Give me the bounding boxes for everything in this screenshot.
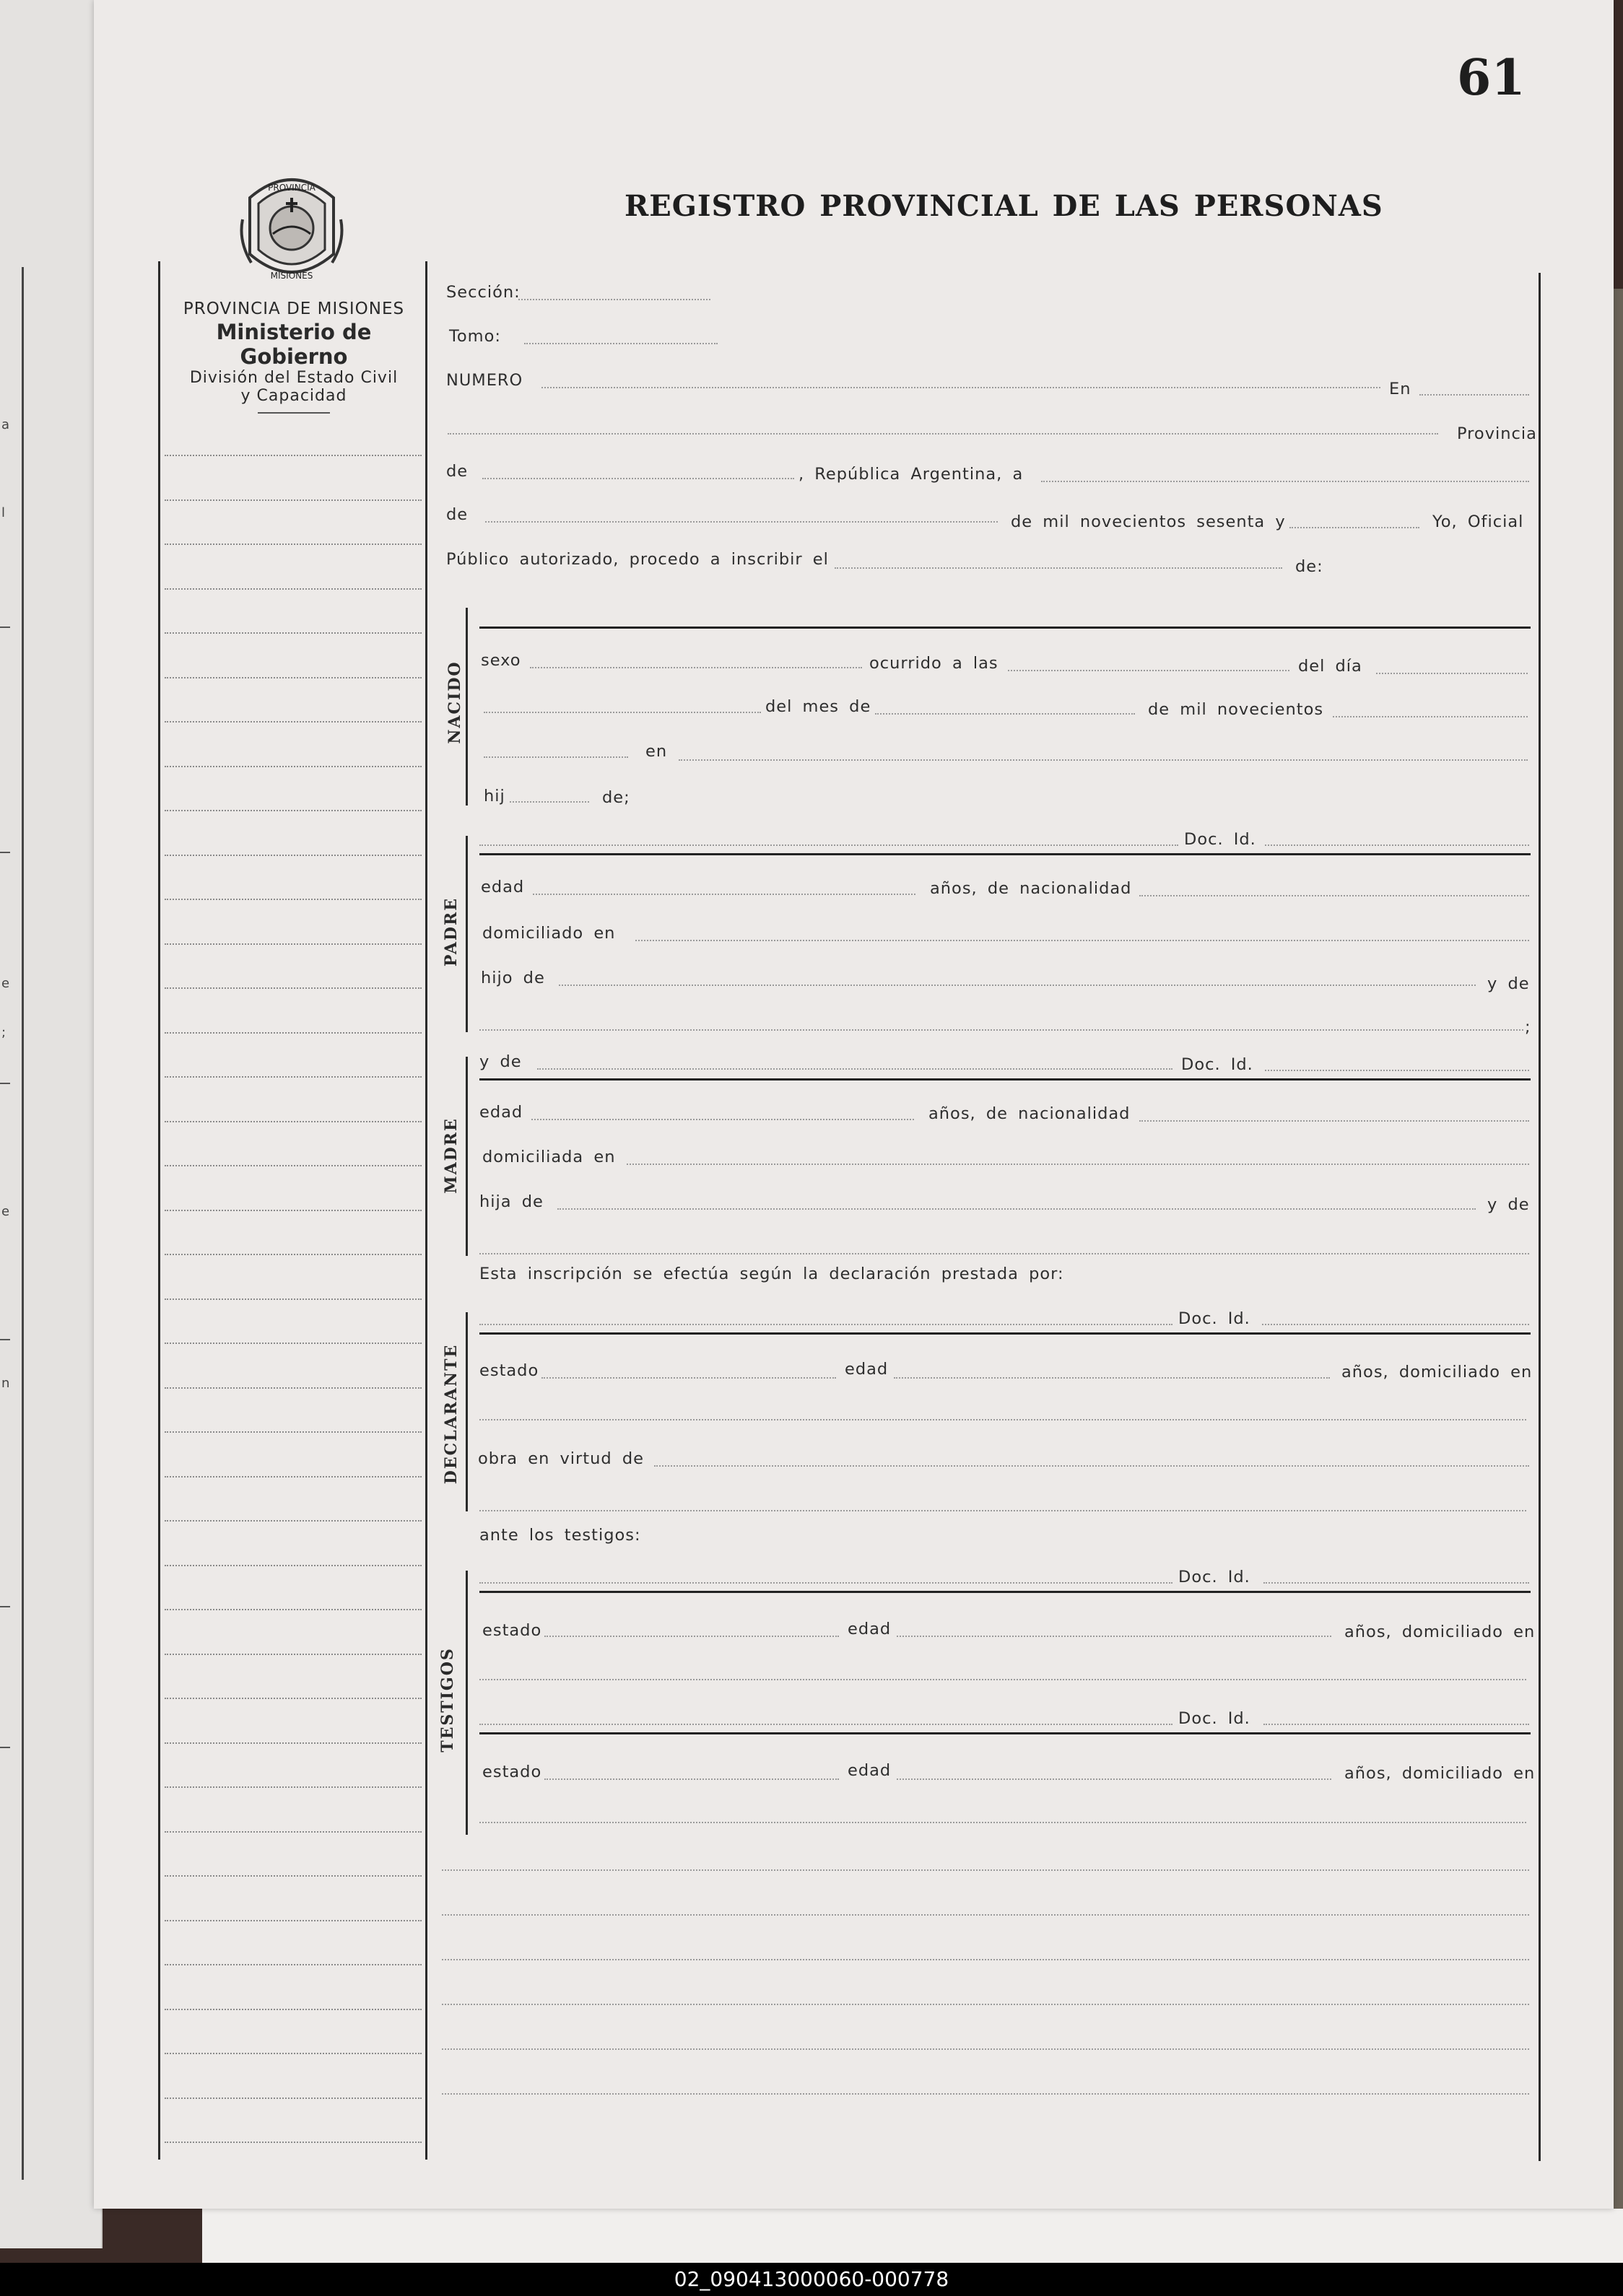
madre-domiciliada-line[interactable] (627, 1164, 1529, 1165)
margin-note-line[interactable] (165, 1831, 422, 1833)
margin-note-line[interactable] (165, 2053, 422, 2054)
margin-note-line[interactable] (165, 2098, 422, 2099)
dia-line[interactable] (1376, 673, 1528, 674)
margin-note-line[interactable] (165, 721, 422, 723)
sexo-label: sexo (481, 651, 521, 670)
image-caption: 02_090413000060-000778 (0, 2263, 1623, 2296)
testigo2-doc-id-line[interactable] (1263, 1724, 1529, 1725)
tomo-line[interactable] (524, 343, 718, 344)
padre-edad-line[interactable] (533, 894, 915, 895)
inscribir-line[interactable] (835, 567, 1282, 569)
left-page-tick (0, 1747, 10, 1748)
left-fragment: e (1, 1204, 10, 1219)
madre-edad-line[interactable] (531, 1119, 914, 1120)
margin-note-line[interactable] (165, 455, 422, 456)
padre-hijo-de-line[interactable] (559, 985, 1476, 986)
declarante-domicilio-line[interactable] (479, 1419, 1526, 1420)
testigo2-edad-line[interactable] (897, 1778, 1331, 1780)
form-right-rule (1539, 273, 1541, 2161)
margin-note-line[interactable] (165, 1786, 422, 1788)
margin-column-left-rule (158, 261, 160, 2160)
madre-hija-de-label: hija de (479, 1192, 544, 1211)
ante-testigos-label: ante los testigos: (479, 1526, 641, 1545)
left-facing-page (0, 0, 103, 2248)
margin-note-line[interactable] (165, 1520, 422, 1522)
declarante-section-label: DECLARANTE (442, 1343, 461, 1485)
testigo2-top-rule (479, 1732, 1531, 1734)
margin-note-line[interactable] (165, 544, 422, 545)
agency-ministry: Ministerio de Gobierno (216, 320, 372, 369)
nacido-top-rule (479, 627, 1531, 629)
provincia-line[interactable] (448, 433, 1438, 435)
margin-note-line[interactable] (165, 1742, 422, 1744)
margin-note-line[interactable] (165, 1964, 422, 1965)
agency-province: PROVINCIA DE MISIONES (183, 300, 405, 318)
tomo-label: Tomo: (449, 327, 501, 346)
seccion-line[interactable] (518, 299, 710, 300)
margin-note-line[interactable] (165, 1565, 422, 1566)
padre-edad-label: edad (481, 878, 525, 896)
madre-doc-id-line[interactable] (1265, 1070, 1529, 1071)
dia-continued-line[interactable] (484, 712, 761, 713)
observaciones-line[interactable] (442, 1959, 1529, 1960)
padre-hijo-de-label: hijo de (481, 969, 545, 987)
madre-section-label: MADRE (442, 1117, 461, 1194)
left-page-tick (0, 1083, 10, 1084)
sesenta-line[interactable] (1289, 527, 1419, 528)
observaciones-line[interactable] (442, 1914, 1529, 1916)
testigo2-edad-label: edad (848, 1761, 892, 1780)
agency-division-2: y Capacidad (240, 387, 347, 405)
declarante-domiciliado-label: años, domiciliado en (1341, 1363, 1533, 1381)
testigos-section-label: TESTIGOS (438, 1647, 457, 1752)
declarante-doc-id-label: Doc. Id. (1178, 1309, 1250, 1328)
declarante-doc-id-line[interactable] (1262, 1324, 1529, 1325)
testigo2-estado-line[interactable] (544, 1778, 839, 1780)
madre-nacionalidad-label: años, de nacionalidad (928, 1104, 1131, 1123)
margin-note-line[interactable] (165, 2142, 422, 2143)
madre-nacionalidad-line[interactable] (1139, 1120, 1529, 1122)
testigo1-doc-id-label: Doc. Id. (1178, 1568, 1250, 1586)
madre-edad-label: edad (479, 1103, 523, 1122)
declarante-obra-line-2[interactable] (479, 1510, 1526, 1511)
margin-note-line[interactable] (165, 499, 422, 501)
lugar-nacimiento-line[interactable] (679, 759, 1528, 761)
margin-note-line[interactable] (165, 1298, 422, 1300)
observaciones-line[interactable] (442, 2093, 1529, 2095)
left-page-tick (0, 627, 10, 628)
hij-line[interactable] (510, 801, 589, 803)
numero-label: NUMERO (446, 371, 523, 390)
left-fragment: l (1, 505, 6, 520)
del-mes-label: del mes de (765, 697, 871, 716)
margin-note-line[interactable] (165, 810, 422, 811)
de2-label: de (446, 505, 469, 524)
testigos-top-rule (479, 1591, 1531, 1593)
margin-note-line[interactable] (165, 1920, 422, 1921)
agency-underline (258, 412, 330, 414)
mil-novecientos-sesenta-label: de mil novecientos sesenta y (1011, 512, 1286, 531)
mes-line[interactable] (875, 713, 1135, 715)
seccion-label: Sección: (446, 283, 521, 302)
margin-note-line[interactable] (165, 899, 422, 900)
left-page-tick (0, 1606, 10, 1607)
margin-note-line[interactable] (165, 677, 422, 678)
nacido-doc-id-line[interactable] (1265, 844, 1529, 846)
declarante-obra-line[interactable] (654, 1465, 1529, 1467)
padre-bracket (466, 836, 468, 1032)
madre-doc-id-label: Doc. Id. (1181, 1055, 1253, 1074)
mil-novecientos-label: de mil novecientos (1148, 700, 1324, 719)
margin-note-line[interactable] (165, 1254, 422, 1255)
declarante-bracket (466, 1312, 468, 1511)
seal-bottom-text: MISIONES (270, 271, 313, 281)
declarante-obra-label: obra en virtud de (478, 1449, 644, 1468)
madre-top-rule (479, 1078, 1531, 1081)
de-semicolon-label: de; (602, 788, 630, 807)
observaciones-line[interactable] (442, 1869, 1529, 1871)
padre-semicolon: ; (1525, 1018, 1531, 1036)
margin-column-right-rule (425, 261, 427, 2160)
a-line[interactable] (1041, 481, 1529, 482)
margin-note-line[interactable] (165, 1032, 422, 1034)
madre-name-line[interactable] (537, 1068, 1172, 1070)
numero-line[interactable] (541, 387, 1380, 388)
en-line[interactable] (1419, 394, 1529, 396)
padre-domiciliado-label: domiciliado en (482, 924, 616, 943)
margin-note-line[interactable] (165, 1387, 422, 1389)
madre-domiciliada-label: domiciliada en (482, 1148, 616, 1166)
margin-note-line[interactable] (165, 1210, 422, 1211)
testigo2-domiciliado-label: años, domiciliado en (1344, 1764, 1536, 1783)
madre-y-de-label: y de (1487, 1195, 1530, 1214)
testigo2-doc-id-label: Doc. Id. (1178, 1709, 1250, 1728)
padre-nacionalidad-line[interactable] (1139, 895, 1529, 896)
margin-note-line[interactable] (165, 1875, 422, 1877)
page-number: 61 (1457, 49, 1526, 107)
padre-abuelos-line[interactable] (479, 1029, 1523, 1031)
seal-top-text: PROVINCIA (268, 183, 316, 193)
madre-name-label: y de (479, 1052, 522, 1071)
en-label: En (1389, 380, 1411, 398)
de-line[interactable] (482, 478, 794, 479)
observaciones-line[interactable] (442, 2048, 1529, 2050)
padre-nacionalidad-label: años, de nacionalidad (930, 879, 1132, 898)
left-fragment: n (1, 1376, 10, 1391)
margin-note-line[interactable] (165, 1476, 422, 1477)
testigo1-domicilio-line[interactable] (479, 1679, 1526, 1680)
madre-bracket (466, 1057, 468, 1256)
en-nacido-label: en (645, 742, 668, 761)
margin-note-line[interactable] (165, 632, 422, 634)
margin-note-line[interactable] (165, 1698, 422, 1699)
declarante-estado-label: estado (479, 1361, 539, 1380)
padre-domiciliado-line[interactable] (635, 940, 1529, 941)
ocurrido-label: ocurrido a las (869, 654, 998, 673)
declarante-estado-line[interactable] (541, 1377, 836, 1379)
margin-note-line[interactable] (165, 1609, 422, 1610)
madre-hija-de-line[interactable] (557, 1208, 1476, 1210)
left-page-tick (0, 1339, 10, 1340)
observaciones-line[interactable] (442, 2004, 1529, 2005)
de2-line[interactable] (485, 521, 998, 523)
testigo2-domicilio-line[interactable] (479, 1822, 1526, 1823)
testigo2-estado-label: estado (482, 1763, 542, 1781)
publico-label: Público autorizado, procedo a inscribir el (446, 550, 829, 569)
declarante-edad-line[interactable] (894, 1377, 1330, 1379)
margin-note-line[interactable] (165, 588, 422, 590)
lower-page-edge (202, 2209, 1623, 2266)
nacido-bracket (466, 608, 468, 806)
nacido-doc-id-label: Doc. Id. (1184, 830, 1256, 849)
nacido-section-label: NACIDO (445, 660, 464, 744)
republica-label: , República Argentina, a (799, 465, 1024, 484)
left-page-tick (0, 852, 10, 853)
declarante-edad-label: edad (845, 1360, 889, 1379)
margin-note-line[interactable] (165, 943, 422, 945)
margin-note-line[interactable] (165, 855, 422, 856)
testigo1-domiciliado-label: años, domiciliado en (1344, 1623, 1536, 1641)
margin-note-line[interactable] (165, 987, 422, 989)
left-fragment: ; (1, 1025, 6, 1040)
provincial-seal (235, 169, 348, 290)
del-dia-label: del día (1298, 657, 1362, 676)
de-label: de (446, 462, 469, 481)
margin-note-line[interactable] (165, 1654, 422, 1655)
sexo-line[interactable] (530, 667, 862, 668)
ano-line[interactable] (1333, 716, 1528, 717)
provincia-label: Provincia (1457, 424, 1537, 443)
declarante-top-rule (479, 1332, 1531, 1335)
nacido-doc-name-line[interactable] (479, 844, 1178, 846)
form-title: REGISTRO PROVINCIAL DE LAS PERSONAS (625, 189, 1383, 223)
agency-division: División del Estado Civil (189, 369, 399, 387)
testigo1-estado-line[interactable] (544, 1636, 839, 1637)
margin-note-line[interactable] (165, 2009, 422, 2010)
declaracion-text: Esta inscripción se efectúa según la declaración prestada por: (479, 1265, 1064, 1283)
hij-label: hij (484, 787, 505, 806)
agency-block (160, 300, 427, 414)
testigo1-name-line[interactable] (479, 1582, 1172, 1584)
margin-note-line[interactable] (165, 766, 422, 767)
testigos-bracket (466, 1571, 468, 1835)
left-page-rule (22, 267, 24, 2180)
padre-top-rule (479, 853, 1531, 855)
margin-note-line[interactable] (165, 1431, 422, 1433)
margin-note-line[interactable] (165, 1343, 422, 1344)
declarante-name-line[interactable] (479, 1324, 1172, 1325)
yo-oficial-label: Yo, Oficial (1432, 512, 1524, 531)
testigo1-estado-label: estado (482, 1621, 542, 1640)
testigo1-edad-line[interactable] (897, 1636, 1331, 1637)
left-fragment: a (1, 417, 10, 432)
testigo1-edad-label: edad (848, 1620, 892, 1638)
testigo2-name-line[interactable] (479, 1724, 1172, 1725)
margin-note-line[interactable] (165, 1121, 422, 1122)
madre-abuelos-line[interactable] (479, 1253, 1529, 1254)
ocurrido-line[interactable] (1008, 670, 1289, 671)
padre-y-de-label: y de (1487, 974, 1530, 993)
padre-section-label: PADRE (442, 896, 461, 967)
margin-note-line[interactable] (165, 1165, 422, 1166)
de-colon-label: de: (1295, 557, 1323, 576)
testigo1-doc-id-line[interactable] (1263, 1582, 1529, 1584)
margin-note-line[interactable] (165, 1076, 422, 1078)
hora-line[interactable] (484, 756, 628, 758)
left-fragment: e (1, 976, 10, 991)
